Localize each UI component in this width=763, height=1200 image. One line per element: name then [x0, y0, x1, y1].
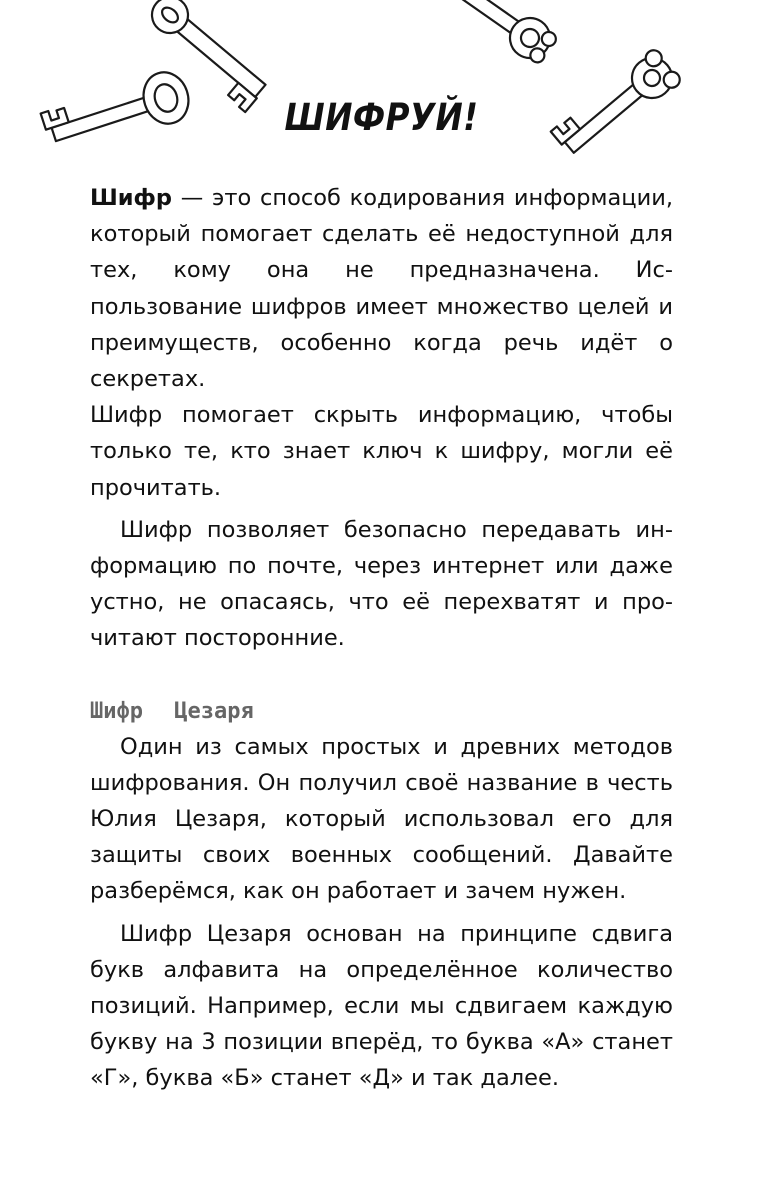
intro-paragraph-3: Шифр позволяет безопасно передавать информацию по почте, через интернет или даже устно, не опасаясь, что её перехватят и прочитают посторонние.: [90, 516, 673, 652]
intro-paragraph-2: Шифр помогает скрыть информацию, чтобы только те, кто знает ключ к шифру, могли её прочитать.: [90, 402, 673, 501]
page-content: [90, 180, 673, 1097]
intro-paragraph-text: — это способ кодирования информации, который помогает сделать её недоступной для тех, кому она не предназначена. Использование шифров имеет множество целей и преимуществ, особенно когда речь идёт о секретах.: [90, 185, 673, 393]
intro-paragraph: [90, 180, 673, 397]
term-highlight: Шифр: [90, 185, 172, 211]
key-icon: [0, 0, 763, 170]
caesar-paragraph-1: Один из самых простых и древних методов шифрования. Он получил своё название в честь Юлия Цезаря, который использовал его для защиты своих военных сообщений. Давайте разберёмся, как он работает и зачем нужен.: [90, 733, 673, 905]
caesar-paragraph-2: Шифр Цезаря основан на принципе сдвига букв алфавита на определённое количество позиций. Например, если мы сдвигаем каждую букву на 3 позиции вперёд, то буква «А» станет «Г», буква «Б» станет «Д» и так далее.: [90, 920, 673, 1092]
decorative-keys: [0, 0, 763, 170]
page-title: ШИФРУЙ!: [284, 96, 479, 139]
section-heading: Шифр Цезаря: [90, 698, 254, 724]
